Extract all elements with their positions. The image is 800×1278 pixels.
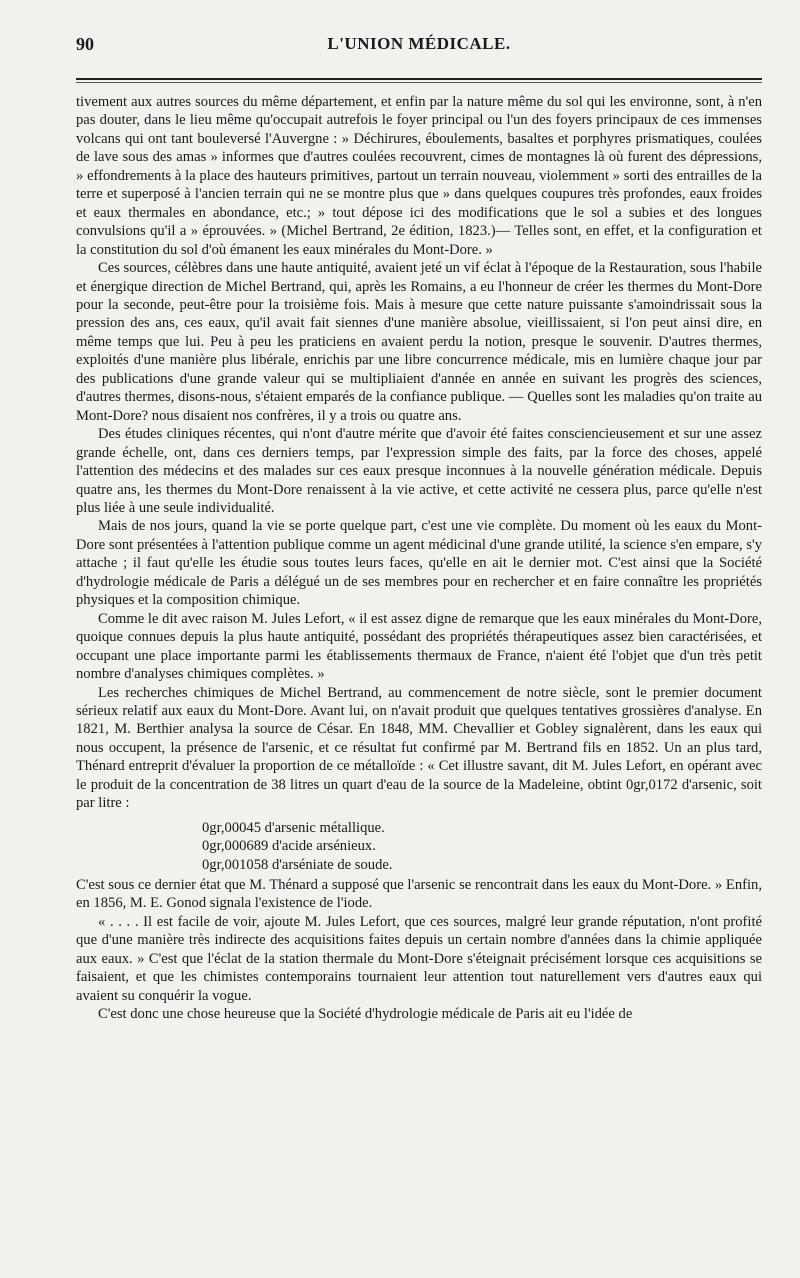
analysis-line: 0gr,00045 d'arsenic métallique. [202, 819, 385, 836]
page-number: 90 [76, 34, 94, 54]
paragraph: Comme le dit avec raison M. Jules Lefort, « il est assez digne de remarque que les eaux minérales du Mont-Dore, quoique connues depuis la plus haute antiquité, possédant des propriétés thérapeutiques assez bien caractérisées, et occupant une place importante parmi les établissements thermaux de France, n'aient été l'objet que d'un très petit nombre d'analyses chimiques complètes. » [76, 610, 762, 683]
arsenic-analysis-list [202, 819, 762, 874]
paragraph: C'est donc une chose heureuse que la Société d'hydrologie médicale de Paris ait eu l'idée de [98, 1006, 633, 1023]
analysis-line: 0gr,001058 d'arséniate de soude. [202, 856, 393, 873]
paragraph: C'est sous ce dernier état que M. Thénard a supposé que l'arsenic se rencontrait dans les eaux du Mont-Dore. » Enfin, en 1856, M. E. Gonod signala l'existence de l'iode. [76, 877, 762, 912]
paragraph: Ces sources, célèbres dans une haute antiquité, avaient jeté un vif éclat à l'époque de la Restauration, sous l'habile et énergique direction de Michel Bertrand, qui, après les Romains, a eu l'honneur de créer les thermes du Mont-Dore pour la seconde, peut-être pour la troisième fois. Mais à mesure que cette nature puissante s'amoindrissait sous la pression des ans, ces eaux, qu'il avait fait siennes d'une manière absolue, vieillissaient, si l'on peut ainsi dire, en même temps que lui. Peu à peu les praticiens en avaient perdu la notion, presque le souvenir. D'autres thermes, exploités d'une manière plus libérale, enrichis par une libre concurrence médicale, mis en lumière chaque jour par des publications d'une grande valeur qui se multipliaient d'année en année en suivant les progrès des sciences, d'autres thermes, disons-nous, s'étaient emparés de la confiance publique. — Quelles sont les maladies qu'on traite au Mont-Dore? nous disaient nos confrères, il y a trois ou quatre ans. [76, 260, 762, 424]
paragraph: Les recherches chimiques de Michel Bertrand, au commencement de notre siècle, sont le premier document sérieux relatif aux eaux du Mont-Dore. Avant lui, on n'avait produit que quelques tentatives grossières d'analyse. En 1821, M. Berthier analysa la source de César. En 1848, MM. Chevallier et Gobley signalèrent, dans les eaux qui nous occupent, la présence de l'arsenic, et ce résultat fut confirmé par M. Bertrand fils en 1852. Un an plus tard, Thénard entreprit d'évaluer la proportion de ce métalloïde : « Cet illustre savant, dit M. Jules Lefort, en opérant avec le produit de la concentration de 38 litres un quart d'eau de la source de la Madeleine, obtint 0gr,0172 d'arsenic, soit par litre : [76, 684, 762, 812]
paragraph: « . . . . Il est facile de voir, ajoute M. Jules Lefort, que ces sources, malgré leur grande réputation, n'ont profité que d'une manière très indirecte des acquisitions faites depuis un certain nombre d'années dans la chimie appliquée aux eaux. » C'est que l'éclat de la station thermale du Mont-Dore s'éteignait précisément lorsque ces acquisitions se faisaient, et que les chimistes contemporains tournaient leur attention tout naturellement vers d'autres eaux qui avaient su conquérir la vogue. [76, 913, 762, 1004]
analysis-line: 0gr,000689 d'acide arsénieux. [202, 838, 376, 855]
page-header [76, 34, 762, 58]
paragraph: Des études cliniques récentes, qui n'ont d'autre mérite que d'avoir été faites consciencieusement et sur une assez grande échelle, ont, dans ces derniers temps, par l'expression simple des faits, par la force des choses, appelé l'attention des médecins et des malades sur ces eaux presque inconnues à la nouvelle génération médicale. Depuis quatre ans, les thermes du Mont-Dore renaissent à la vie active, et cette activité ne cessera plus, parce qu'elle n'est plus liée à une seule individualité. [76, 426, 762, 516]
paragraph: tivement aux autres sources du même département, et enfin par la nature même du sol qui les environne, sont, à n'en pas douter, dans le lieu même qu'occupait autrefois le foyer principal ou l'un des foyers principaux de ces immenses volcans qui ont tant bouleversé l'Auvergne : » Déchirures, éboulements, basaltes et porphyres prismatiques, coulées de lave sous des amas » informes que d'autres coulées recouvrent, cimes de montagnes là où furent des dépressions, » effondrements à la place des hauteurs primitives, partout un terrain nouveau, violemment » sorti des entrailles de la terre et superposé à l'ancien terrain qui ne se montre plus que » dans quelques coupures très profondes, eaux froides et eaux thermales en abondance, etc.; » tout dépose ici des modifications que le sol a subies et des longues convulsions qu'il a » éprouvées. » (Michel Bertrand, 2e édition, 1823.)— Telles sont, en effet, et la configuration et la constitution du sol d'où émanent les eaux minérales du Mont-Dore. » [76, 94, 762, 258]
running-title: L'UNION MÉDICALE. [327, 34, 511, 53]
header-rule [76, 78, 762, 83]
body-text [76, 93, 762, 1024]
paragraph: Mais de nos jours, quand la vie se porte quelque part, c'est une vie complète. Du moment où les eaux du Mont-Dore sont présentées à l'attention publique comme un agent médicinal d'une grande utilité, la science s'en empare, s'y attache ; il faut qu'elle les étudie sous toutes leurs faces, qu'elle en ait le dernier mot. C'est ainsi que la Société d'hydrologie médicale de Paris a délégué un de ses membres pour en rechercher et en faire connaître les propriétés physiques et la composition chimique. [76, 518, 762, 609]
